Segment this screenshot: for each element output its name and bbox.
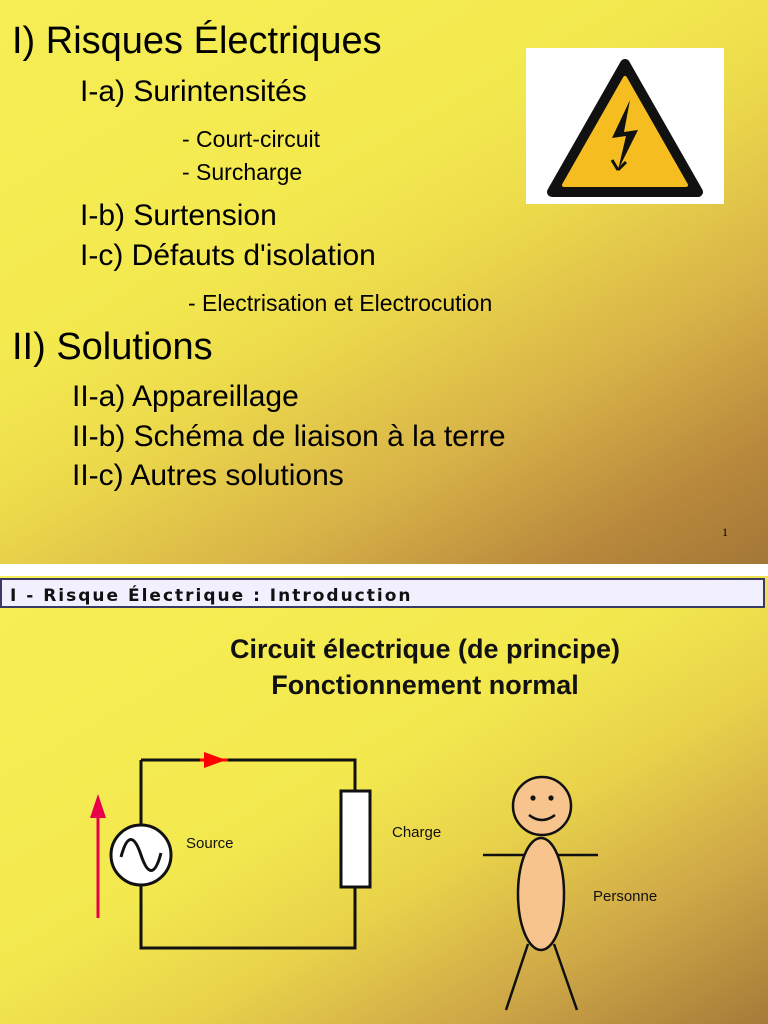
circuit-title: Circuit électrique (de principe) bbox=[229, 634, 621, 664]
current-arrow-head bbox=[204, 752, 226, 768]
subtitle-autres-solutions: II-c) Autres solutions bbox=[72, 459, 344, 492]
voltage-arrow-head bbox=[90, 794, 106, 818]
subtitle-schema-liaison: II-b) Schéma de liaison à la terre bbox=[72, 420, 506, 453]
page-number: 1 bbox=[722, 525, 728, 539]
label-source: Source bbox=[186, 835, 234, 852]
item-court-circuit: - Court-circuit bbox=[182, 126, 321, 152]
circuit-diagram bbox=[0, 576, 768, 1024]
circuit-wire-top bbox=[141, 760, 355, 791]
item-surcharge: - Surcharge bbox=[182, 159, 303, 185]
label-charge: Charge bbox=[392, 824, 442, 841]
high-voltage-warning-icon bbox=[526, 48, 724, 204]
slide-header-text: I - Risque Électrique : Introduction bbox=[10, 586, 413, 606]
subtitle-surtension: I-b) Surtension bbox=[80, 199, 277, 232]
item-electrisation: - Electrisation et Electrocution bbox=[188, 290, 493, 316]
person-body-icon bbox=[518, 838, 564, 950]
person-head-icon bbox=[513, 777, 571, 835]
subtitle-defauts-isolation: I-c) Défauts d'isolation bbox=[80, 239, 376, 272]
label-personne: Personne bbox=[593, 888, 658, 905]
title-solutions: II) Solutions bbox=[12, 326, 213, 368]
load-resistor-icon bbox=[341, 791, 370, 887]
person-legs bbox=[506, 944, 577, 1010]
subtitle-surintensites: I-a) Surintensités bbox=[80, 75, 307, 108]
slide-separator bbox=[0, 564, 768, 576]
slide-2 bbox=[0, 576, 768, 1024]
circuit-subtitle: Fonctionnement normal bbox=[271, 670, 579, 700]
subtitle-appareillage: II-a) Appareillage bbox=[72, 380, 299, 413]
circuit-wire-bottom bbox=[141, 885, 355, 948]
title-risques-electriques: I) Risques Électriques bbox=[12, 20, 382, 62]
